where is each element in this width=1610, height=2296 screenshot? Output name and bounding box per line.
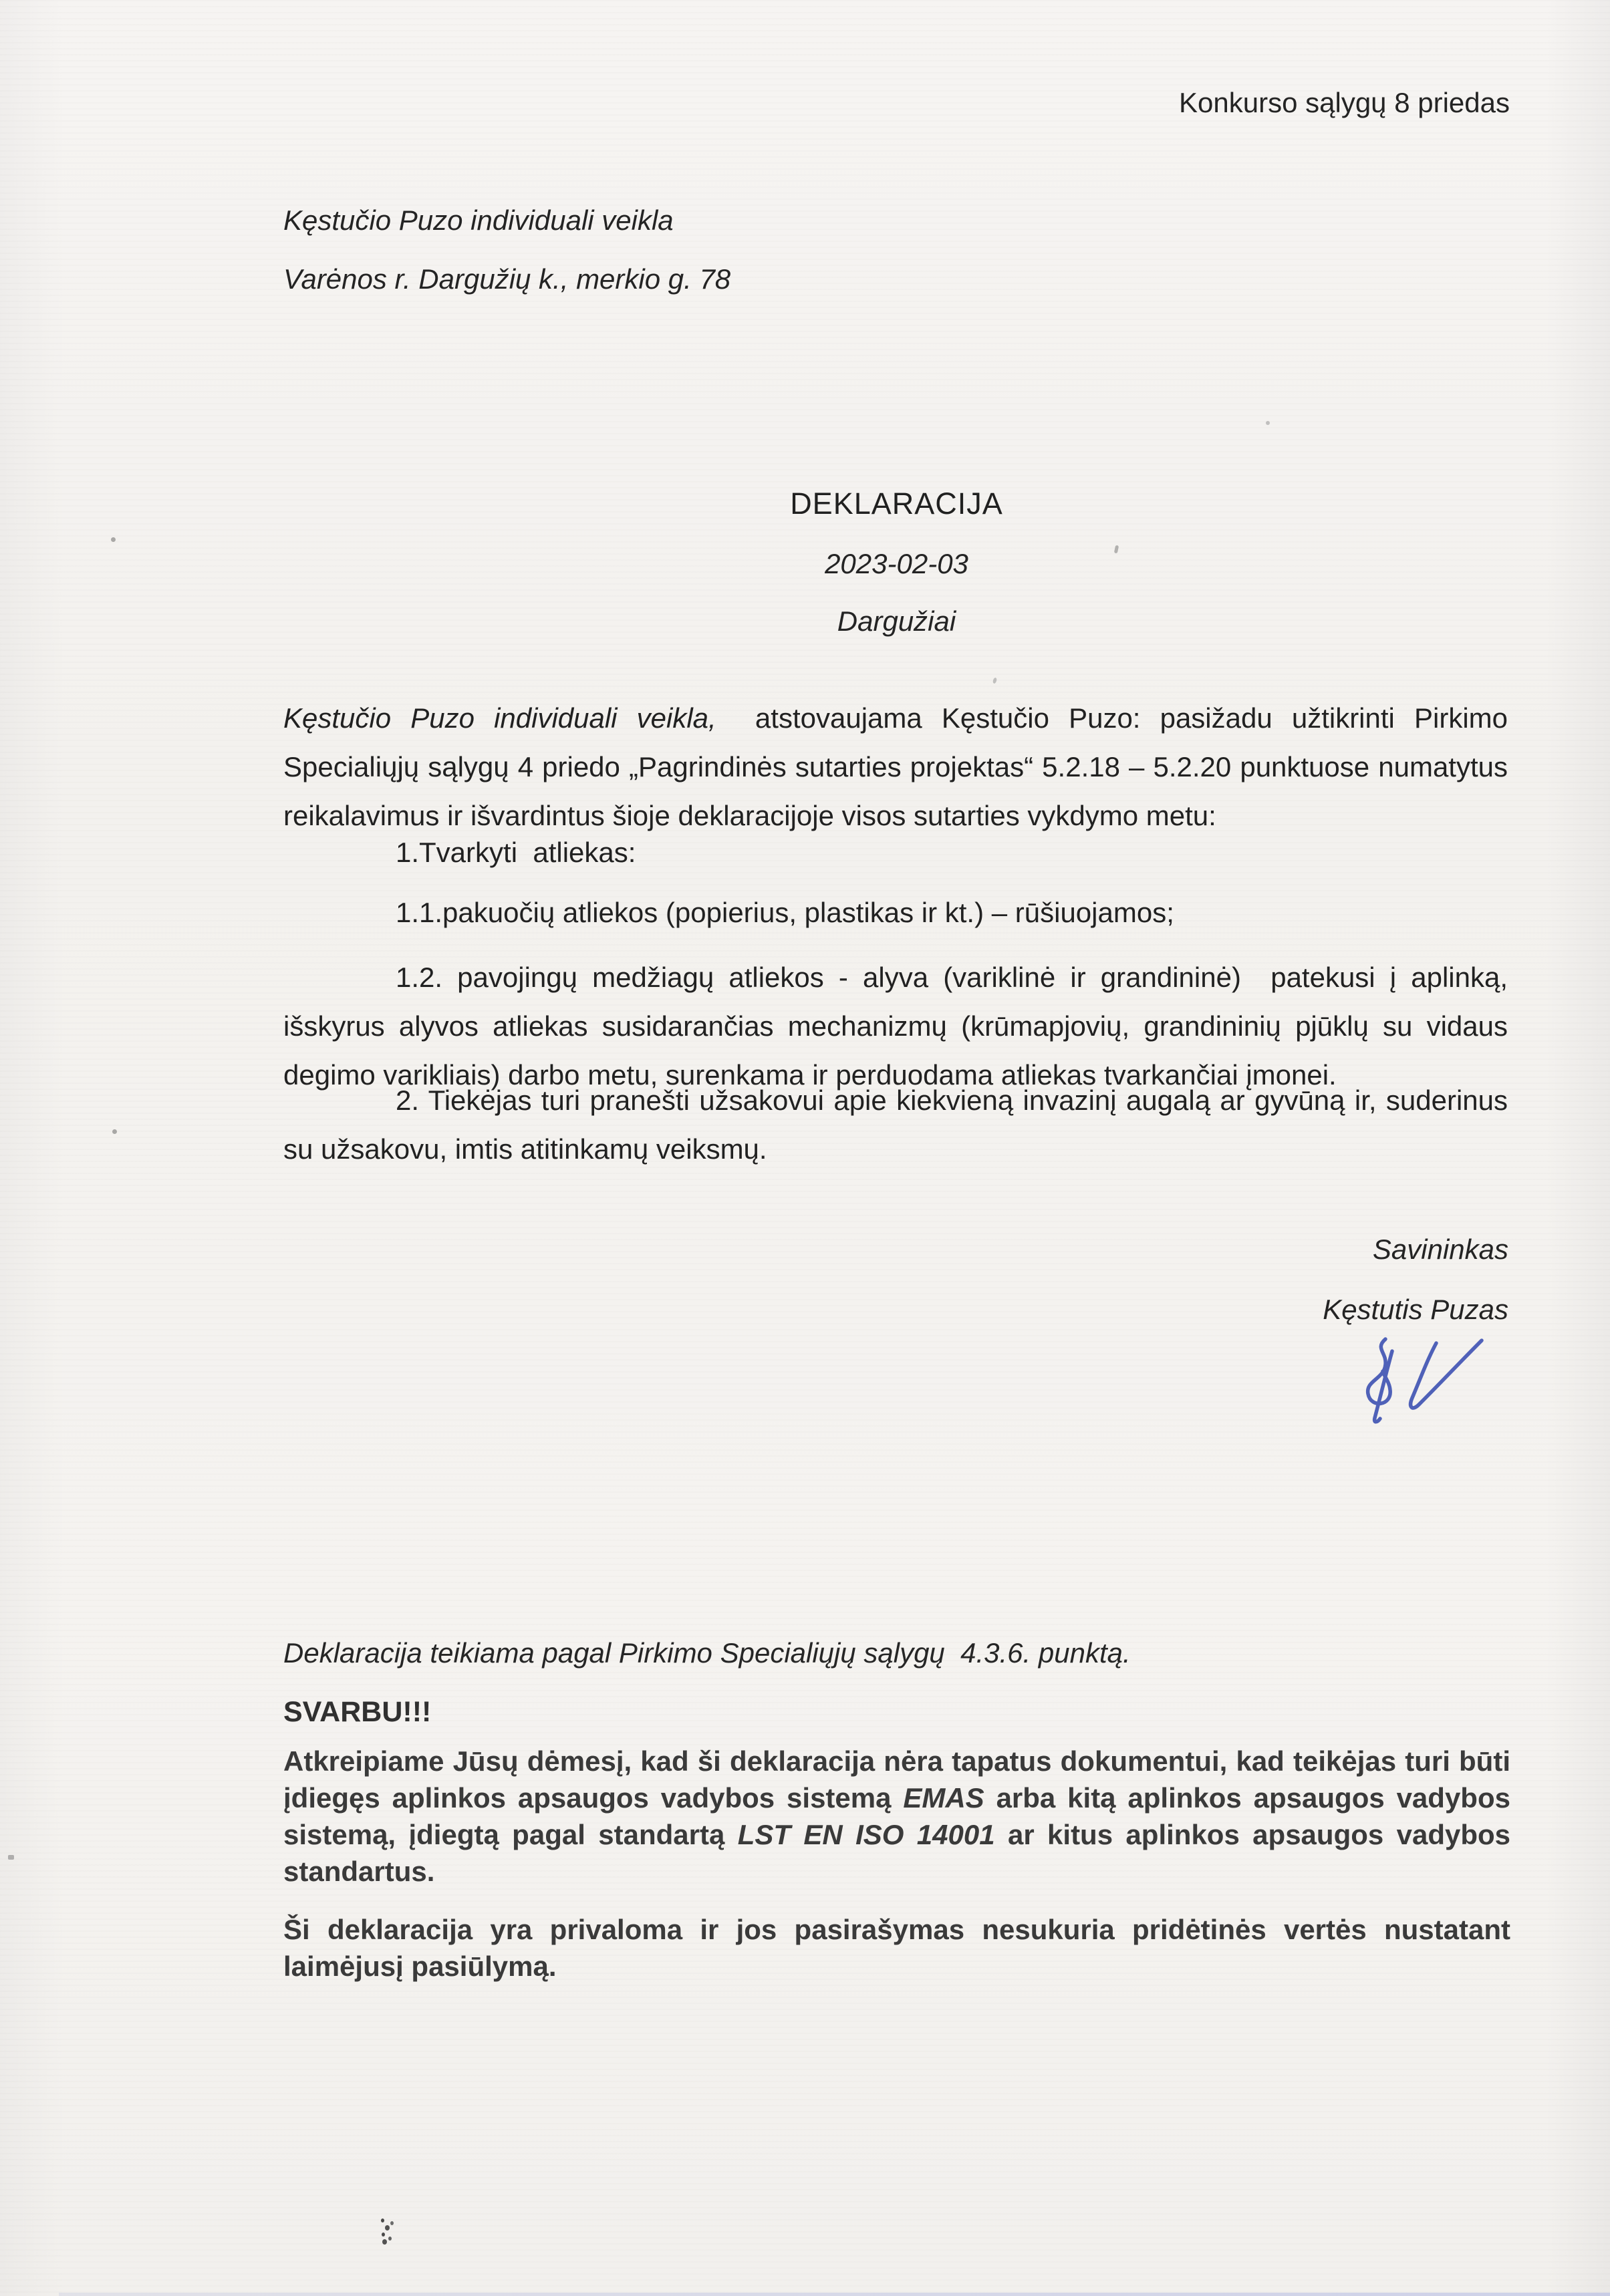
ink-speck (1266, 421, 1270, 425)
scanner-edge-artifact (59, 2293, 1610, 2296)
footer-p1-text-end: ar kitus aplinkos apsaugos vadybos standartus. (283, 1819, 1511, 1887)
document-title: DEKLARACIJA (790, 486, 1003, 521)
footer-p1-text: Atkreipiame Jūsų dėmesį, kad ši deklaracija nėra tapatus dokumentui, kad teikėjas turi būti įdiegęs aplinkos apsaugos vadybos sistemą (283, 1745, 1510, 1814)
footer-paragraph-1 (283, 1743, 1510, 1890)
signature-role: Savininkas (1372, 1234, 1508, 1265)
list-item-2: 2. Tiekėjas turi pranešti užsakovui apie kiekvieną invazinį augalą ar gyvūną ir, suderinus su užsakovu, imtis atitinkamų veiksmų. (283, 1085, 1508, 1165)
ink-speck (8, 1855, 14, 1860)
document-place: Dargužiai (837, 605, 956, 637)
important-label: SVARBU!!! (283, 1696, 432, 1728)
corner-note: Konkurso sąlygų 8 priedas (1179, 87, 1510, 118)
company-header (283, 204, 730, 295)
ink-speck (111, 537, 116, 542)
signature-stroke-right (1411, 1340, 1482, 1408)
document-date: 2023-02-03 (825, 548, 968, 579)
ink-speck (112, 1129, 117, 1134)
signature-name: Kęstutis Puzas (1323, 1294, 1508, 1325)
footer-note: Deklaracija teikiama pagal Pirkimo Specialiųjų sąlygų 4.3.6. punktą. (283, 1637, 1131, 1669)
handwritten-signature (1351, 1328, 1491, 1429)
emas-reference: EMAS (903, 1782, 984, 1814)
footer-p1-text-mid: arba kitą aplinkos apsaugos vadybos sistemą, įdiegtą pagal standartą (283, 1782, 1510, 1850)
list-item-1-2: 1.2. pavojingų medžiagų atliekos - alyva (variklinė ir grandininė) patekusi į aplinką, išskyrus alyvos atliekas susidarančias mechanizmų (krūmapjovių, grandininių pjūklų su vidaus degimo varikliais) darbo metu, surenkama ir perduodama atliekas tvarkančiai įmonei. (283, 962, 1508, 1091)
intro-text: atstovaujama Kęstučio Puzo: pasižadu užtikrinti Pirkimo Specialiųjų sąlygų 4 priedo „Pagrindinės sutarties projektas“ 5.2.18 – 5.2.20 punktuose numatytus reikalavimus ir išvardintus šioje deklaracijoje visos sutarties vykdymo metu: (283, 702, 1508, 831)
list-item-1-1: 1.1.pakuočių atliekos (popierius, plastikas ir kt.) – rūšiuojamos; (396, 897, 1174, 928)
intro-paragraph (283, 694, 1508, 840)
ink-blot (381, 2218, 384, 2222)
company-name: Kęstučio Puzo individuali veikla (283, 204, 674, 236)
company-address: Varėnos r. Dargužių k., merkio g. 78 (283, 263, 731, 295)
title-block (283, 486, 1510, 637)
list-item-1: 1.Tvarkyti atliekas: (396, 837, 636, 868)
ink-speck (992, 677, 998, 684)
company-name-inline: Kęstučio Puzo individuali veikla, (283, 702, 716, 734)
iso-standard-reference: LST EN ISO 14001 (737, 1819, 995, 1850)
footer-paragraph-2: Ši deklaracija yra privaloma ir jos pasirašymas nesukuria pridėtinės vertės nustatant laimėjusį pasiūlymą. (283, 1914, 1510, 1982)
signature-stroke-left (1368, 1339, 1392, 1422)
